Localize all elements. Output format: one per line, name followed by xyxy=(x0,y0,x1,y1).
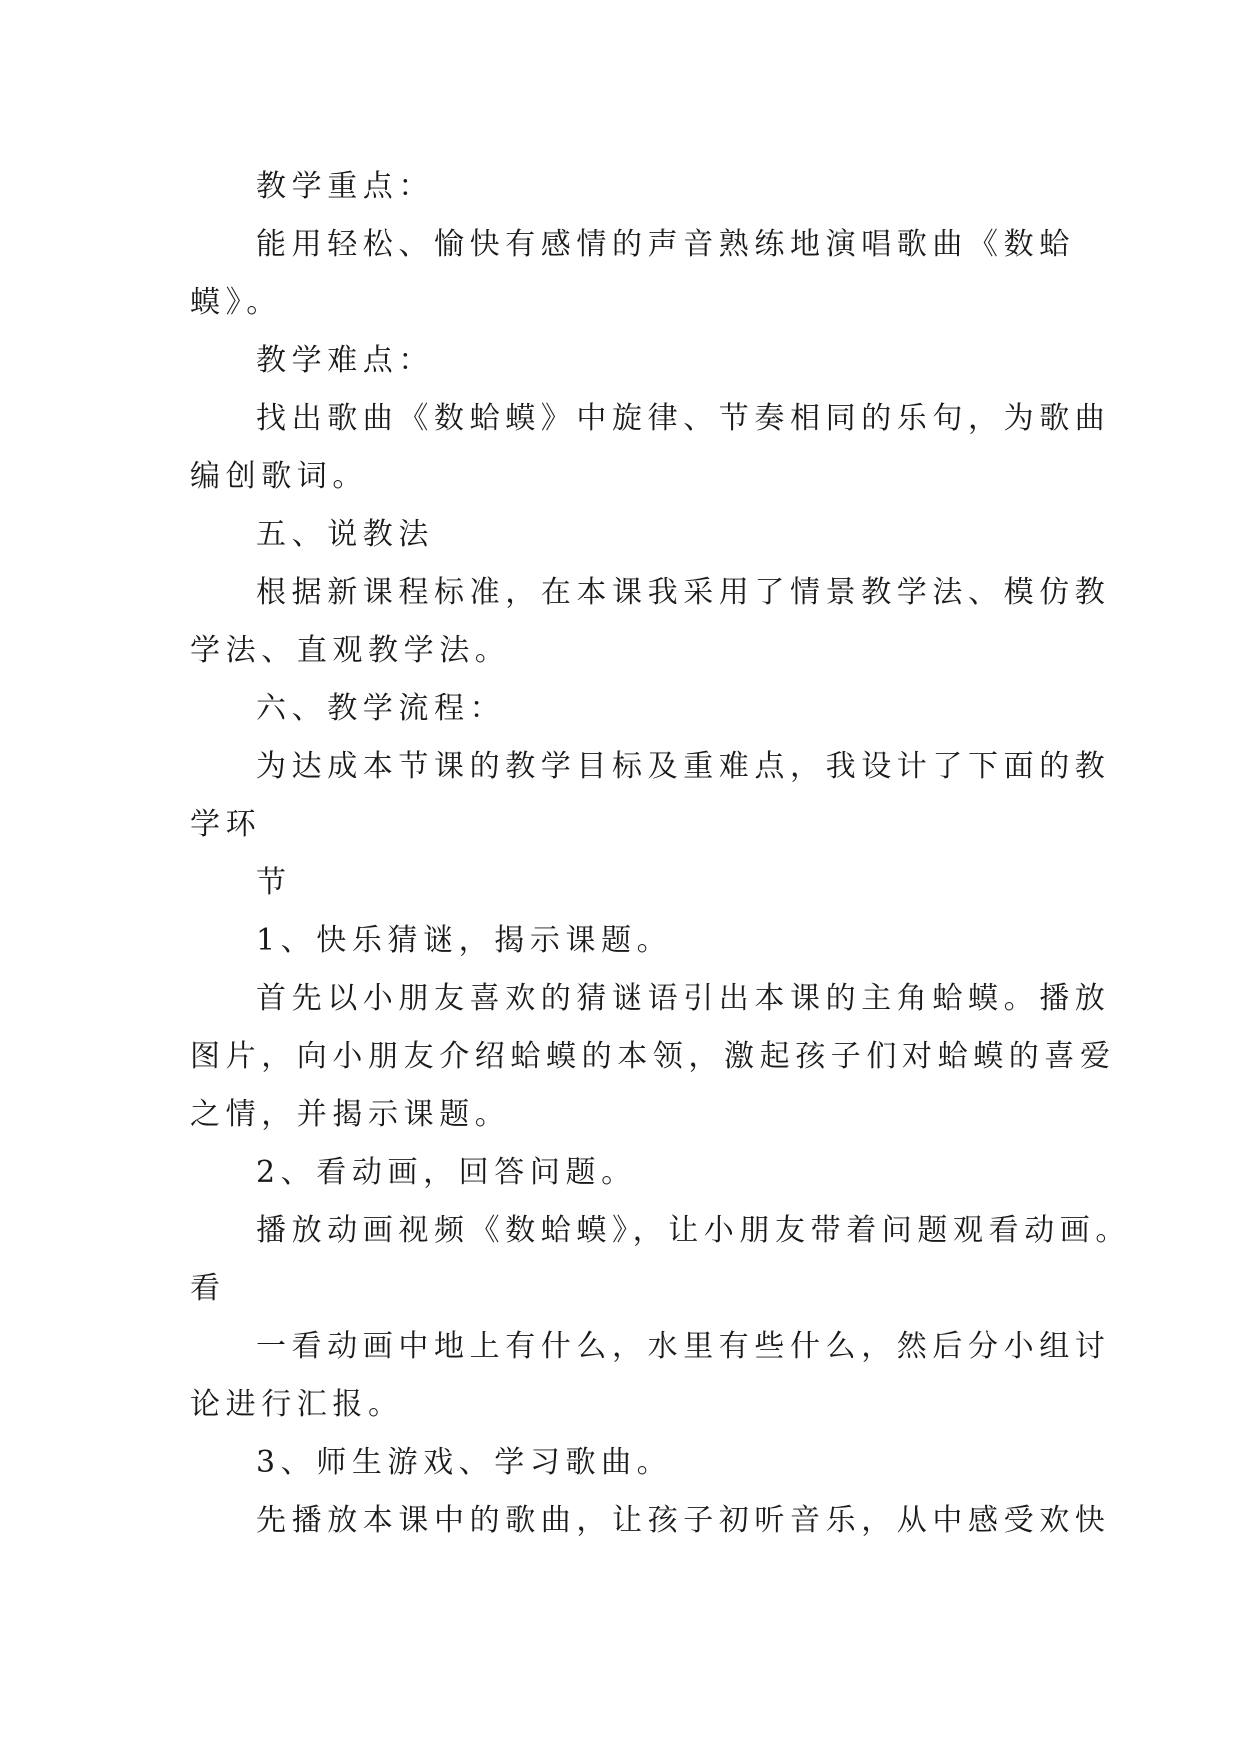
paragraph-line: 学法、直观教学法。 xyxy=(190,633,511,668)
heading-teaching-focus: 教学重点： xyxy=(256,169,434,204)
paragraph-line: 为达成本节课的教学目标及重难点，我设计了下面的教 xyxy=(256,749,1111,784)
heading-teaching-process: 六、教学流程： xyxy=(256,691,506,726)
step-heading-2: 2、看动画，回答问题。 xyxy=(256,1155,637,1190)
paragraph-line: 图片，向小朋友介绍蛤蟆的本领，激起孩子们对蛤蟆的喜爱 xyxy=(190,1039,1116,1074)
paragraph-line: 一看动画中地上有什么，水里有些什么，然后分小组讨 xyxy=(256,1329,1111,1364)
paragraph-line: 看 xyxy=(190,1271,226,1306)
paragraph-line: 蟆》。 xyxy=(190,285,282,320)
paragraph-line: 根据新课程标准，在本课我采用了情景教学法、模仿教 xyxy=(256,575,1111,610)
paragraph-line: 之情，并揭示课题。 xyxy=(190,1097,511,1132)
paragraph-line: 节 xyxy=(256,865,292,900)
heading-teaching-difficulty: 教学难点： xyxy=(256,343,434,378)
paragraph-line: 先播放本课中的歌曲，让孩子初听音乐，从中感受欢快 xyxy=(256,1503,1111,1538)
paragraph-line: 论进行汇报。 xyxy=(190,1387,404,1422)
paragraph-line: 找出歌曲《数蛤蟆》中旋律、节奏相同的乐句，为歌曲 xyxy=(256,401,1111,436)
paragraph-line: 能用轻松、愉快有感情的声音熟练地演唱歌曲《数蛤 xyxy=(256,227,1075,262)
heading-teaching-methods: 五、说教法 xyxy=(256,517,434,552)
step-heading-1: 1、快乐猜谜，揭示课题。 xyxy=(256,923,673,958)
paragraph-line: 学环 xyxy=(190,807,262,842)
paragraph-line: 编创歌词。 xyxy=(190,459,368,494)
step-heading-3: 3、师生游戏、学习歌曲。 xyxy=(256,1445,673,1480)
paragraph-line: 播放动画视频《数蛤蟆》，让小朋友带着问题观看动画。 xyxy=(256,1213,1131,1248)
document-body xyxy=(190,158,1131,1550)
paragraph-line: 首先以小朋友喜欢的猜谜语引出本课的主角蛤蟆。播放 xyxy=(256,981,1111,1016)
